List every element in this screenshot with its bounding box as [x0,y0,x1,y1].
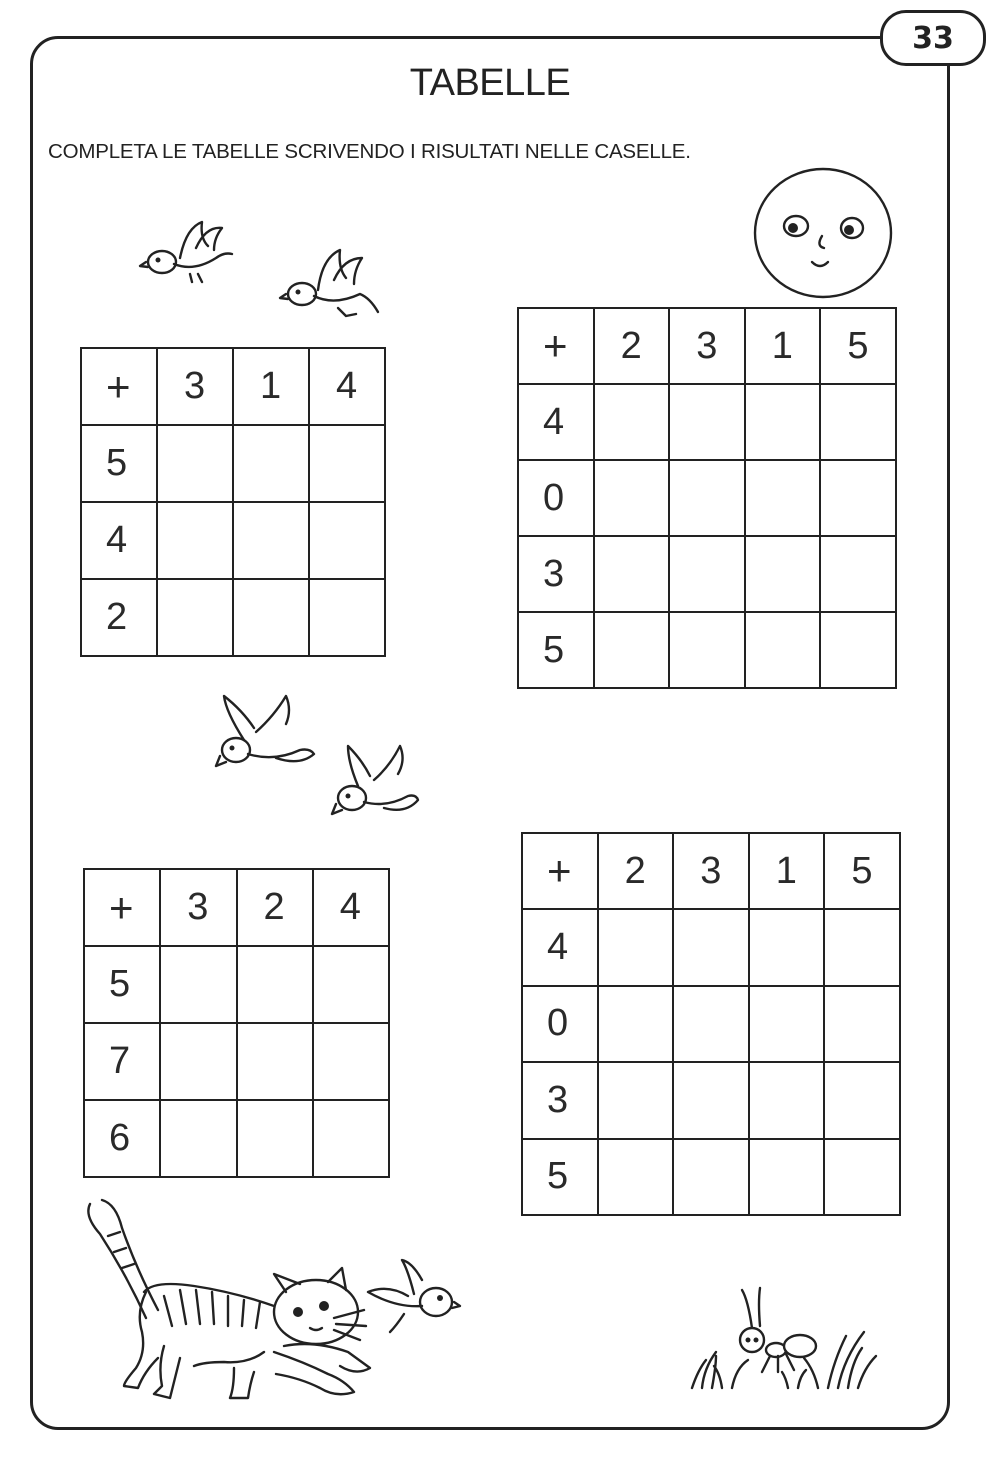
row-header-value: 7 [109,1040,131,1082]
table-row [81,502,385,579]
column-header-cell [669,308,745,384]
addition-table-1 [80,347,386,657]
page-number: 33 [912,20,954,56]
row-header-value: 5 [109,963,131,1005]
page-number-badge [880,10,986,66]
operator-cell [522,833,598,909]
answer-cell[interactable] [745,460,821,536]
column-header-cell [749,833,825,909]
column-header-value: 4 [336,365,358,407]
answer-cell[interactable] [745,384,821,460]
row-header-cell [518,536,594,612]
answer-cell[interactable] [233,502,309,579]
column-header-value: 1 [260,365,282,407]
row-header-cell [518,384,594,460]
plus-sign: + [543,322,568,369]
column-header-cell [745,308,821,384]
column-header-cell [313,869,389,946]
row-header-cell [522,1139,598,1215]
answer-cell[interactable] [237,946,313,1023]
column-header-cell [824,833,900,909]
row-header-cell [81,502,157,579]
answer-cell[interactable] [673,1062,749,1138]
row-header-cell [81,425,157,502]
column-header-cell [594,308,670,384]
table-row [518,612,896,688]
answer-cell[interactable] [598,986,674,1062]
column-header-value: 1 [775,849,797,892]
answer-cell[interactable] [669,536,745,612]
row-header-value: 0 [543,476,565,519]
answer-cell[interactable] [824,909,900,985]
bird-icon [214,692,314,777]
row-header-value: 5 [106,442,128,484]
answer-cell[interactable] [669,612,745,688]
answer-cell[interactable] [598,909,674,985]
row-header-cell [84,1100,160,1177]
answer-cell[interactable] [749,1139,825,1215]
answer-cell[interactable] [157,425,233,502]
page-title: TABELLE [409,62,571,104]
column-header-value: 5 [847,324,869,367]
answer-cell[interactable] [160,1023,236,1100]
answer-cell[interactable] [313,1100,389,1177]
answer-cell[interactable] [820,460,896,536]
table-row [518,536,896,612]
table-row [81,579,385,656]
answer-cell[interactable] [157,502,233,579]
row-header-cell [522,986,598,1062]
answer-cell[interactable] [820,612,896,688]
answer-cell[interactable] [820,536,896,612]
answer-cell[interactable] [669,460,745,536]
column-header-value: 3 [184,365,206,407]
row-header-value: 4 [106,519,128,561]
answer-cell[interactable] [233,425,309,502]
column-header-cell [157,348,233,425]
row-header-cell [518,612,594,688]
answer-cell[interactable] [824,986,900,1062]
row-header-value: 5 [547,1155,569,1198]
answer-cell[interactable] [237,1023,313,1100]
grass-icon [688,1316,884,1397]
addition-table-2 [517,307,897,689]
answer-cell[interactable] [673,986,749,1062]
sun-face-icon [752,166,894,305]
answer-cell[interactable] [673,909,749,985]
table-row [84,1100,389,1177]
column-header-value: 2 [624,849,646,892]
bird-icon [140,218,240,293]
table-row [522,1139,900,1215]
answer-cell[interactable] [309,502,385,579]
answer-cell[interactable] [820,384,896,460]
row-header-cell [84,946,160,1023]
column-header-value: 3 [700,849,722,892]
operator-cell [518,308,594,384]
row-header-cell [518,460,594,536]
answer-cell[interactable] [160,946,236,1023]
table-row [81,425,385,502]
answer-cell[interactable] [598,1139,674,1215]
answer-cell[interactable] [594,612,670,688]
answer-cell[interactable] [313,946,389,1023]
answer-cell[interactable] [313,1023,389,1100]
row-header-cell [84,1023,160,1100]
answer-cell[interactable] [594,384,670,460]
row-header-cell [522,909,598,985]
answer-cell[interactable] [749,1062,825,1138]
column-header-value: 5 [851,849,873,892]
table-row [84,1023,389,1100]
answer-cell[interactable] [309,579,385,656]
row-header-value: 0 [547,1002,569,1045]
answer-cell[interactable] [673,1139,749,1215]
column-header-cell [233,348,309,425]
plus-sign: + [547,847,572,895]
column-header-cell [598,833,674,909]
column-header-cell [237,869,313,946]
column-header-value: 2 [263,886,285,928]
answer-cell[interactable] [233,579,309,656]
answer-cell[interactable] [594,536,670,612]
answer-cell[interactable] [309,425,385,502]
answer-cell[interactable] [749,909,825,985]
column-header-value: 3 [696,324,718,367]
row-header-value: 3 [543,552,565,595]
column-header-cell [160,869,236,946]
column-header-cell [673,833,749,909]
row-header-value: 4 [547,926,569,969]
row-header-value: 4 [543,400,565,443]
row-header-cell [81,579,157,656]
addition-table-4 [521,832,901,1216]
answer-cell[interactable] [749,986,825,1062]
row-header-cell [522,1062,598,1138]
column-header-cell [820,308,896,384]
answer-cell[interactable] [160,1100,236,1177]
plus-sign: + [109,883,134,931]
column-header-value: 4 [339,886,361,928]
column-header-value: 1 [771,324,793,367]
instruction-text: COMPLETA LE TABELLE SCRIVENDO I RISULTATI NELLE CASELLE. [48,140,691,163]
table-row [518,460,896,536]
bird-icon [280,250,384,331]
column-header-value: 2 [620,324,642,367]
answer-cell[interactable] [237,1100,313,1177]
table-row [84,946,389,1023]
answer-cell[interactable] [745,536,821,612]
operator-cell [81,348,157,425]
answer-cell[interactable] [824,1139,900,1215]
answer-cell[interactable] [669,384,745,460]
bird-icon [330,742,420,823]
row-header-value: 3 [547,1078,569,1121]
table-row [522,986,900,1062]
table-row [522,1062,900,1138]
table-row [522,909,900,985]
column-header-cell [309,348,385,425]
answer-cell[interactable] [824,1062,900,1138]
answer-cell[interactable] [157,579,233,656]
operator-cell [84,869,160,946]
addition-table-3 [83,868,390,1178]
row-header-value: 2 [106,596,128,638]
table-row [518,384,896,460]
row-header-value: 6 [109,1117,131,1159]
row-header-value: 5 [543,628,565,671]
plus-sign: + [106,362,131,410]
cat-icon [84,1196,384,1417]
answer-cell[interactable] [598,1062,674,1138]
answer-cell[interactable] [594,460,670,536]
column-header-value: 3 [187,886,209,928]
answer-cell[interactable] [745,612,821,688]
